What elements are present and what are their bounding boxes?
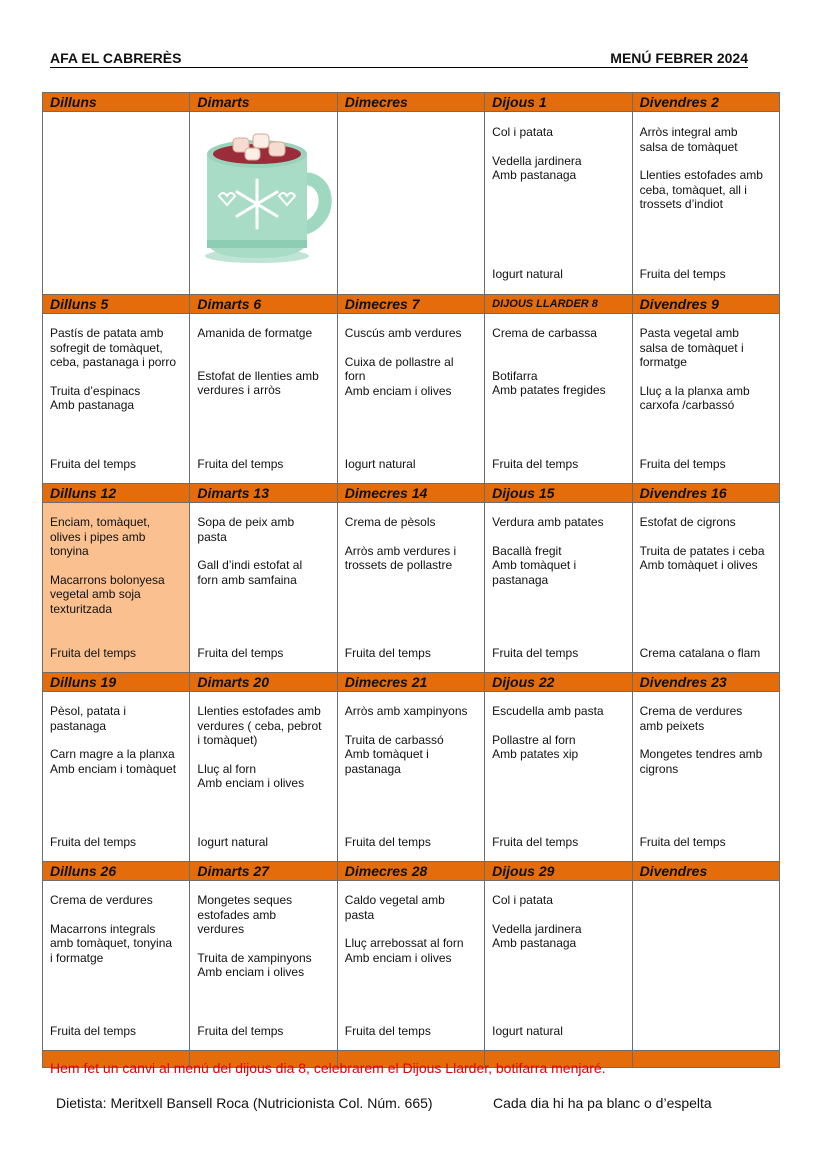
day-label: Dimecres 21 [337, 673, 484, 692]
dish-text: Lluç al forn [197, 761, 257, 776]
dish-text: Truita de carbassó [344, 732, 444, 747]
meal-cell [43, 503, 190, 673]
bread-note: Cada dia hi ha pa blanc o d’espelta [493, 1095, 712, 1111]
meals-row [43, 314, 780, 484]
dessert-text: Iogurt natural [344, 456, 416, 471]
dish-text: cigrons [639, 761, 679, 776]
dish-text: forn amb samfaina [197, 572, 297, 587]
dessert-text: Fruita del temps [639, 834, 726, 849]
day-label: Divendres 23 [632, 673, 779, 692]
dish-text: amb tomàquet, tonyina [50, 936, 173, 950]
meal-cell [43, 692, 190, 862]
day-label: Dimarts 13 [190, 484, 337, 503]
dish-text: Arròs integral amb [639, 125, 738, 139]
dish-text: Amb enciam i olives [197, 965, 305, 979]
day-label: DIJOUS LLARDER 8 [485, 295, 632, 314]
dish-text: Amb enciam i olives [344, 950, 452, 965]
dish-text: Amb patates xip [492, 747, 579, 761]
dish-text: Amb enciam i olives [344, 383, 452, 398]
dessert-text: Fruita del temps [50, 645, 137, 660]
change-note: Hem fet un canvi al menú del dijous dia 8, celebrarem el Dijous Llarder, botifarra menjaré. [50, 1060, 606, 1076]
meal-cell [337, 314, 484, 484]
meal-cell [485, 503, 632, 673]
dish-text: Arròs amb verdures i [344, 543, 457, 558]
dish-text: verdures i arròs [197, 383, 281, 397]
day-label: Dimarts 27 [190, 862, 337, 881]
dish-text: Pollastre al forn [492, 732, 576, 747]
dish-text: Gall d’indi estofat al [197, 558, 303, 572]
day-label: Dijous 29 [485, 862, 632, 881]
day-header-row [43, 673, 780, 692]
dish-text: pasta [344, 907, 375, 922]
day-label: Dimecres 14 [337, 484, 484, 503]
dish-text: Amb tomàquet i [344, 747, 429, 761]
menu-table [42, 92, 780, 1068]
meals-row [43, 112, 780, 295]
dish-text: Crema de pèsols [344, 515, 436, 529]
meal-cell [632, 692, 779, 862]
dish-text: i formatge [50, 950, 104, 965]
meals-row [43, 692, 780, 862]
dish-text: Cuscús amb verdures [344, 326, 462, 340]
day-label: Dilluns 26 [43, 862, 190, 881]
meal-cell [485, 692, 632, 862]
day-label: Dilluns 5 [43, 295, 190, 314]
meals-row [43, 881, 780, 1051]
dish-text: Lluç arrebossat al forn [344, 936, 464, 950]
dish-text: ceba, pastanaga i porro [50, 355, 177, 369]
meal-cell [632, 112, 779, 295]
dish-text: Sopa de peix amb [197, 515, 295, 529]
dish-text: verdures ( ceba, pebrot [197, 718, 322, 733]
dish-text: Col i patata [492, 125, 553, 139]
dish-text: i tomàquet) [197, 733, 258, 747]
day-label: Dijous 1 [485, 93, 632, 112]
day-label: Dimecres 7 [337, 295, 484, 314]
dish-text: carxofa /carbassó [639, 398, 735, 412]
dish-text: Caldo vegetal amb [344, 893, 445, 907]
meal-cell [485, 881, 632, 1051]
dish-text: Carn magre a la planxa [50, 747, 175, 761]
dish-text: Amb pastanaga [492, 168, 577, 182]
day-label: Dimarts [190, 93, 337, 112]
dish-text: Mongetes seques [197, 893, 293, 907]
dish-text: Truita de patates i ceba [639, 543, 765, 558]
dish-text: Amb patates fregides [492, 383, 606, 397]
day-label: Dimecres 28 [337, 862, 484, 881]
dish-text: Mongetes tendres amb [639, 747, 763, 761]
meals-row [43, 503, 780, 673]
dish-text: Crema de verdures [639, 704, 743, 718]
dish-text: trossets d’indiot [639, 197, 723, 211]
dish-text: Amb enciam i tomàquet [50, 761, 177, 776]
dish-text: Estofat de llenties amb [197, 368, 319, 383]
dish-text: Pastís de patata amb [50, 326, 164, 340]
day-label: Dilluns 12 [43, 484, 190, 503]
dessert-text: Fruita del temps [197, 1023, 284, 1038]
menu-title: MENÚ FEBRER 2024 [610, 50, 748, 66]
dish-text: Amb tomàquet i olives [639, 558, 758, 572]
dish-text: verdures [197, 922, 245, 936]
dessert-text: Iogurt natural [197, 834, 269, 849]
dish-text: Llenties estofades amb [197, 704, 321, 718]
meal-cell [632, 314, 779, 484]
dish-text: pasta [197, 529, 227, 544]
day-label: Dimecres [337, 93, 484, 112]
meal-cell [337, 692, 484, 862]
dessert-text: Fruita del temps [197, 456, 284, 471]
dish-text: Crema de verdures [50, 893, 153, 907]
dish-text: Botifarra [492, 368, 538, 383]
dish-text: Truita d’espinacs [50, 383, 141, 398]
dessert-text: Fruita del temps [639, 266, 726, 281]
dish-text: Estofat de cigrons [639, 515, 736, 529]
dessert-text: Fruita del temps [492, 645, 579, 660]
dish-text: Truita de xampinyons [197, 950, 312, 965]
dish-text: Amb pastanaga [492, 936, 577, 950]
dessert-text: Fruita del temps [197, 645, 284, 660]
dessert-text: Fruita del temps [50, 456, 137, 471]
dish-text: salsa de tomàquet [639, 139, 738, 154]
dish-text: pastanaga [492, 572, 549, 587]
day-header-row [43, 862, 780, 881]
day-label: Divendres 2 [632, 93, 779, 112]
dish-text: Cuixa de pollastre al [344, 354, 454, 369]
dish-text: Escudella amb pasta [492, 704, 604, 718]
meal-cell [43, 314, 190, 484]
organization-title: AFA EL CABRERÈS [50, 50, 182, 66]
dish-text: tonyina [50, 544, 89, 558]
day-header-row [43, 484, 780, 503]
hot-chocolate-mug-icon [197, 130, 337, 266]
day-label: Dilluns [43, 93, 190, 112]
meal-cell [190, 503, 337, 673]
meal-cell [190, 881, 337, 1051]
day-header-row [43, 295, 780, 314]
meal-cell [43, 881, 190, 1051]
dish-text: olives i pipes amb [50, 529, 146, 544]
dish-text: Macarrons bolonyesa [50, 572, 165, 587]
dessert-text: Fruita del temps [344, 645, 431, 660]
day-label: Dimarts 20 [190, 673, 337, 692]
day-label: Divendres 16 [632, 484, 779, 503]
dish-text: Vedella jardinera [492, 921, 582, 936]
dessert-text: Fruita del temps [344, 1023, 431, 1038]
dish-text: Lluç a la planxa amb [639, 383, 750, 398]
dish-text: Amb tomàquet i [492, 558, 577, 572]
dish-text: Verdura amb patates [492, 515, 604, 529]
dish-text: texturitzada [50, 601, 113, 616]
day-label: Dijous 22 [485, 673, 632, 692]
dessert-text: Fruita del temps [492, 456, 579, 471]
dish-text: forn [344, 369, 366, 383]
dish-text: pastanaga [50, 718, 107, 733]
dish-text: ceba, tomàquet, all i [639, 182, 747, 197]
dish-text: Llenties estofades amb [639, 168, 763, 182]
day-label: Dijous 15 [485, 484, 632, 503]
meal-cell [485, 314, 632, 484]
footer-bar-cell [632, 1051, 779, 1068]
page-header [50, 50, 748, 68]
dish-text: salsa de tomàquet i [639, 340, 744, 355]
meal-cell [337, 112, 484, 295]
dessert-text: Fruita del temps [639, 456, 726, 471]
dish-text: trossets de pollastre [344, 558, 453, 572]
dessert-text: Fruita del temps [50, 834, 137, 849]
dish-text: Bacallà fregit [492, 543, 562, 558]
day-label: Divendres 9 [632, 295, 779, 314]
meal-cell [337, 503, 484, 673]
dish-text: formatge [639, 355, 687, 369]
dessert-text: Fruita del temps [344, 834, 431, 849]
meal-cell [190, 314, 337, 484]
meal-cell [337, 881, 484, 1051]
day-label: Dilluns 19 [43, 673, 190, 692]
dessert-text: Crema catalana o flam [639, 645, 761, 660]
meal-cell [632, 881, 779, 1051]
dish-text: Vedella jardinera [492, 153, 582, 168]
dessert-text: Iogurt natural [492, 266, 563, 281]
meal-cell [632, 503, 779, 673]
dish-text: sofregit de tomàquet, [50, 340, 163, 355]
dessert-text: Iogurt natural [492, 1023, 563, 1038]
dish-text: Macarrons integrals [50, 921, 156, 936]
day-label: Dimarts 6 [190, 295, 337, 314]
day-label: Divendres [632, 862, 779, 881]
dessert-text: Fruita del temps [50, 1023, 137, 1038]
meal-cell [485, 112, 632, 295]
dish-text: estofades amb [197, 907, 277, 922]
dish-text: Crema de carbassa [492, 326, 597, 340]
dietitian-credit: Dietista: Meritxell Bansell Roca (Nutricionista Col. Núm. 665) [56, 1095, 433, 1111]
meal-cell [190, 692, 337, 862]
dish-text: pastanaga [344, 761, 401, 776]
dish-text: Arròs amb xampinyons [344, 704, 468, 718]
dish-text: Pasta vegetal amb [639, 326, 739, 340]
dish-text: Amb pastanaga [50, 398, 135, 412]
meal-cell [43, 112, 190, 295]
dessert-text: Fruita del temps [492, 834, 579, 849]
day-header-row [43, 93, 780, 112]
dish-text: Pèsol, patata i [50, 704, 127, 718]
dish-text: vegetal amb soja [50, 587, 141, 601]
dish-text: Amanida de formatge [197, 326, 313, 340]
dish-text: Amb enciam i olives [197, 776, 305, 790]
meal-cell [190, 112, 337, 295]
dish-text: amb peixets [639, 718, 705, 733]
dish-text: Col i patata [492, 893, 553, 907]
dish-text: Enciam, tomàquet, [50, 515, 151, 529]
